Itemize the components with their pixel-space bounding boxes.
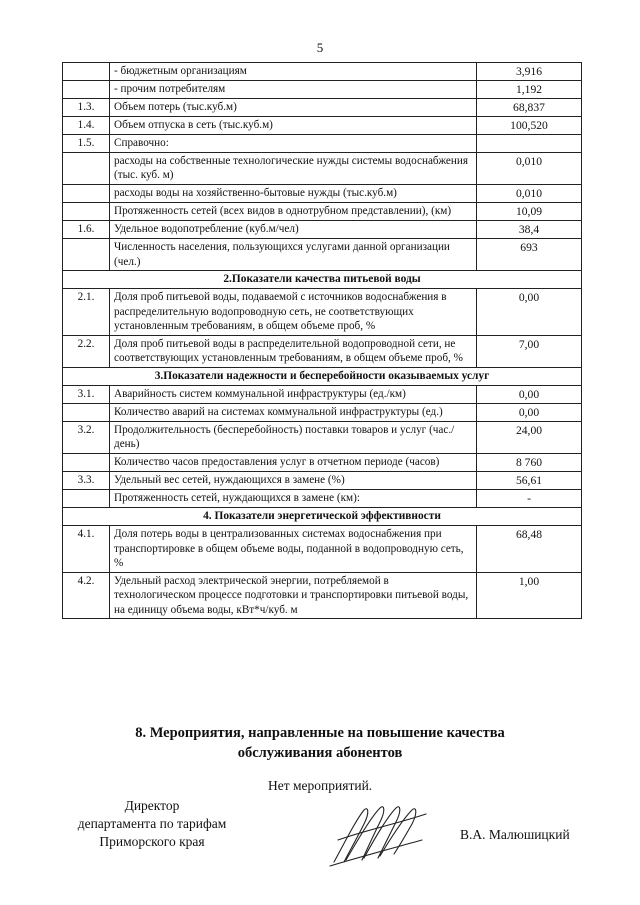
indicator-name: расходы на собственные технологические нужды системы водоснабжения (тыс. куб. м) xyxy=(110,152,477,184)
row-number: 3.3. xyxy=(63,472,110,490)
signatory-title-line3: Приморского края xyxy=(99,834,205,850)
indicator-name: - бюджетным организациям xyxy=(110,63,477,81)
row-number xyxy=(63,239,110,271)
section-header-row xyxy=(63,271,582,289)
row-number: 3.2. xyxy=(63,421,110,453)
indicator-value xyxy=(477,135,582,153)
table-row xyxy=(63,472,582,490)
table-row xyxy=(63,421,582,453)
row-number: 2.1. xyxy=(63,289,110,336)
section-8-heading xyxy=(0,724,640,763)
indicator-value: 10,09 xyxy=(477,203,582,221)
signatory-title-line1: Директор xyxy=(124,798,180,813)
table-row xyxy=(63,63,582,81)
indicator-value: 0,00 xyxy=(477,385,582,403)
indicator-value: 1,192 xyxy=(477,81,582,99)
table-row xyxy=(63,525,582,572)
indicator-name: расходы воды на хозяйственно-бытовые нужды (тыс.куб.м) xyxy=(110,184,477,202)
section-header-row xyxy=(63,508,582,526)
indicator-name: Объем потерь (тыс.куб.м) xyxy=(110,99,477,117)
indicator-name: Доля проб питьевой воды в распределительной водопроводной сети, не соответствующих установленным требованиям, в общем объеме проб, % xyxy=(110,335,477,367)
no-measures-text: Нет мероприятий. xyxy=(268,778,373,793)
table-row xyxy=(63,385,582,403)
indicators-table-body xyxy=(63,63,582,619)
indicator-name: Протяженность сетей (всех видов в однотрубном представлении), (км) xyxy=(110,203,477,221)
row-number: 1.6. xyxy=(63,221,110,239)
table-row xyxy=(63,135,582,153)
indicator-value: 38,4 xyxy=(477,221,582,239)
indicator-name: Аварийность систем коммунальной инфраструктуры (ед./км) xyxy=(110,385,477,403)
indicator-name: Удельное водопотребление (куб.м/чел) xyxy=(110,221,477,239)
row-number xyxy=(63,403,110,421)
indicator-value: 68,837 xyxy=(477,99,582,117)
table-row xyxy=(63,289,582,336)
indicator-value: 1,00 xyxy=(477,572,582,619)
section-8-heading-line1: 8. Мероприятия, направленные на повышение качества xyxy=(135,725,505,741)
table-row xyxy=(63,81,582,99)
indicator-value: 68,48 xyxy=(477,525,582,572)
table-row xyxy=(63,184,582,202)
table-row xyxy=(63,99,582,117)
indicator-name: - прочим потребителям xyxy=(110,81,477,99)
row-number: 1.4. xyxy=(63,117,110,135)
section-title: 3.Показатели надежности и бесперебойности оказываемых услуг xyxy=(63,367,582,385)
indicator-value: 0,010 xyxy=(477,184,582,202)
table-row xyxy=(63,572,582,619)
indicator-name: Количество часов предоставления услуг в отчетном периоде (часов) xyxy=(110,453,477,471)
table-row xyxy=(63,117,582,135)
indicator-value: 0,00 xyxy=(477,289,582,336)
table-row xyxy=(63,453,582,471)
handwritten-signature xyxy=(326,800,436,870)
row-number xyxy=(63,63,110,81)
section-8-heading-line2: обслуживания абонентов xyxy=(237,744,403,761)
indicator-name: Численность населения, пользующихся услугами данной организации (чел.) xyxy=(110,239,477,271)
indicator-value: 3,916 xyxy=(477,63,582,81)
section-title: 2.Показатели качества питьевой воды xyxy=(63,271,582,289)
row-number: 4.2. xyxy=(63,572,110,619)
indicators-table xyxy=(62,62,582,619)
row-number: 1.3. xyxy=(63,99,110,117)
indicator-name: Доля проб питьевой воды, подаваемой с источников водоснабжения в распределительную водопроводную сеть, не соответствующих установленным требованиям, в общем объеме проб, % xyxy=(110,289,477,336)
table-row xyxy=(63,221,582,239)
table-row xyxy=(63,490,582,508)
row-number xyxy=(63,81,110,99)
row-number xyxy=(63,152,110,184)
row-number: 1.5. xyxy=(63,135,110,153)
indicator-name: Справочно: xyxy=(110,135,477,153)
row-number: 4.1. xyxy=(63,525,110,572)
indicator-value: 7,00 xyxy=(477,335,582,367)
row-number xyxy=(63,453,110,471)
indicator-value: 8 760 xyxy=(477,453,582,471)
row-number xyxy=(63,184,110,202)
indicator-name: Удельный вес сетей, нуждающихся в замене (%) xyxy=(110,472,477,490)
indicator-name: Удельный расход электрической энергии, потребляемой в технологическом процессе подготовки и транспортировки питьевой воды, на единицу объема воды, кВт*ч/куб. м xyxy=(110,572,477,619)
table-row xyxy=(63,403,582,421)
row-number xyxy=(63,490,110,508)
indicator-value: - xyxy=(477,490,582,508)
indicator-name: Количество аварий на системах коммунальной инфраструктуры (ед.) xyxy=(110,403,477,421)
indicator-value: 0,00 xyxy=(477,403,582,421)
signatory-title-line2: департамента по тарифам xyxy=(77,816,227,832)
indicator-value: 100,520 xyxy=(477,117,582,135)
section-header-row xyxy=(63,367,582,385)
indicator-value: 0,010 xyxy=(477,152,582,184)
signatory-title xyxy=(62,797,242,852)
table-row xyxy=(63,152,582,184)
row-number: 3.1. xyxy=(63,385,110,403)
signatory-name: В.А. Малюшицкий xyxy=(460,827,570,842)
table-row xyxy=(63,239,582,271)
indicator-name: Протяженность сетей, нуждающихся в замене (км): xyxy=(110,490,477,508)
table-row xyxy=(63,335,582,367)
page-number: 5 xyxy=(316,40,324,55)
section-title: 4. Показатели энергетической эффективности xyxy=(63,508,582,526)
indicator-value: 56,61 xyxy=(477,472,582,490)
table-row xyxy=(63,203,582,221)
indicator-value: 24,00 xyxy=(477,421,582,453)
indicator-value: 693 xyxy=(477,239,582,271)
indicator-name: Объем отпуска в сеть (тыс.куб.м) xyxy=(110,117,477,135)
row-number xyxy=(63,203,110,221)
row-number: 2.2. xyxy=(63,335,110,367)
indicator-name: Доля потерь воды в централизованных системах водоснабжения при транспортировке в общем объеме воды, поданной в водопроводную сеть, % xyxy=(110,525,477,572)
indicator-name: Продолжительность (бесперебойность) поставки товаров и услуг (час./день) xyxy=(110,421,477,453)
